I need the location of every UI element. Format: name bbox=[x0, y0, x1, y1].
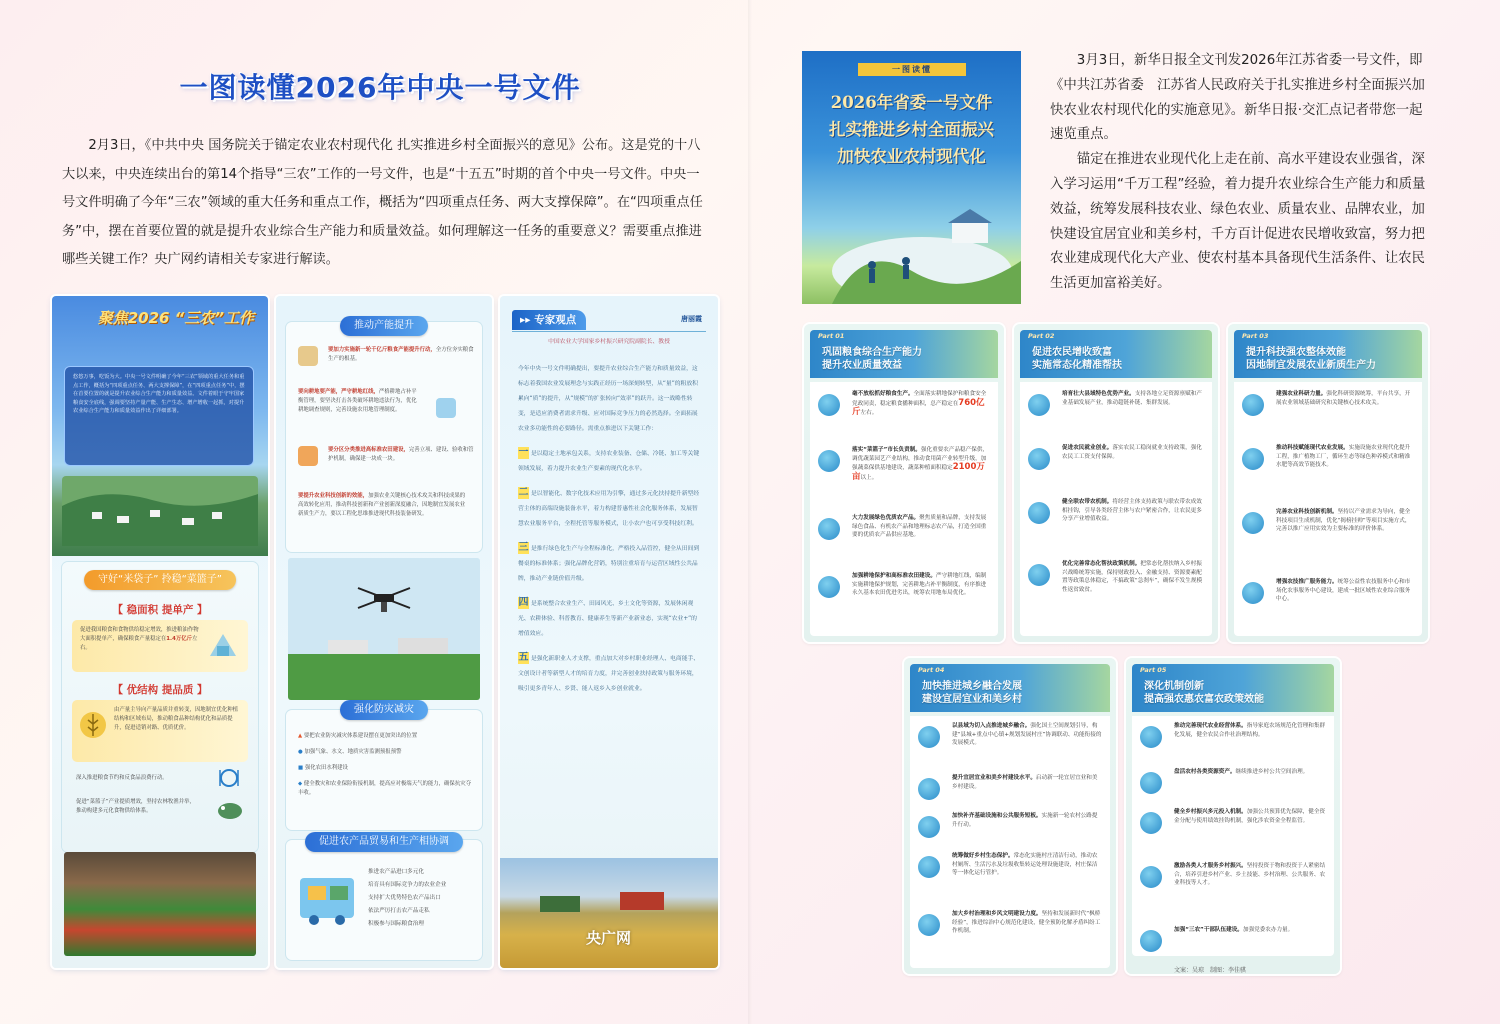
panel-food-security bbox=[52, 296, 268, 968]
provincial-poster bbox=[802, 51, 1021, 304]
harvest-field-photo bbox=[500, 858, 718, 968]
chip-trade: 促进农产品贸易和生产相协调 bbox=[305, 832, 463, 852]
trade-item-5: 积极参与国际粮食治理 bbox=[368, 921, 424, 927]
list-item: 盘活农村各类资源资产。继续推进乡村公共空间治理。 bbox=[1140, 768, 1326, 798]
card-header bbox=[810, 330, 998, 378]
part-card-1 bbox=[804, 324, 1004, 642]
card-part-label: Part 03 bbox=[1242, 332, 1269, 340]
list-item: 大力发展绿色优质农产品。聚焦质量和品牌，支持发展绿色食品、有机农产品和地理标志农产品，打造全国重要的优质农产品供应基地。 bbox=[818, 514, 990, 564]
cow-icon bbox=[216, 798, 244, 820]
expert-point-1: 一 是以稳定土地承包关系，支持农业装备、仓储、冷链、加工等关键领域发展，着力提升农业生产要素的现代化水平。 bbox=[518, 447, 700, 472]
expert-point-2: 二 是以智能化、数字化技术应用为引擎，通过多元化扶持提升新型经营主体的高端设施装备水平，着力构建普惠性社会化服务体系，发展智慧农业服务平台，全程托管等服务模式，让小农户也可享受科技红利。 bbox=[518, 487, 700, 527]
list-item: 建强农业科研力量。强化科研资源统筹，平台共享，开展农业领域基础研究和关键核心技术攻关。 bbox=[1242, 390, 1414, 436]
card-header bbox=[1234, 330, 1422, 378]
list-item: 加强耕地保护和高标准农田建设。严守耕地红线，编制实施耕地保护规划，完善耕地占补平衡制度，有序推进永久基本农田优进劣出，统筹农用地布局优化。 bbox=[818, 572, 990, 622]
page-fold bbox=[748, 0, 752, 1024]
structure-quality-box bbox=[72, 700, 248, 762]
service-center-icon bbox=[1242, 582, 1264, 604]
trade-item-4: 依法严厉打击农产品走私 bbox=[368, 908, 430, 914]
chip-disaster: 强化防灾减灾 bbox=[340, 700, 428, 720]
wheat-icon bbox=[78, 710, 108, 740]
industry-icon bbox=[1028, 394, 1050, 416]
capacity-item-1: 要加力实施新一轮千亿斤粮食产能提升行动，全方位夯实粮食生产的根基。 bbox=[328, 347, 474, 362]
card-part-label: Part 02 bbox=[1028, 332, 1055, 340]
card-header bbox=[910, 664, 1110, 712]
disaster-section bbox=[286, 704, 482, 830]
card-title: 深化机制创新 提高强农惠农富农政策效能 bbox=[1144, 681, 1264, 705]
capacity-section bbox=[286, 322, 482, 552]
expert-header bbox=[512, 310, 706, 332]
disaster-item-4: ◆ 健全教灾和农业保险衔接机制，提高应对极端天气的能力，确保抗灾夺丰收。 bbox=[298, 781, 471, 796]
greenhouse-icon bbox=[1242, 448, 1264, 470]
chart-icon bbox=[1028, 502, 1050, 524]
farmland-icon bbox=[298, 446, 318, 466]
lab-icon bbox=[1242, 394, 1264, 416]
trade-item-1: 推进农产品进口多元化 bbox=[368, 869, 424, 875]
area-yield-box bbox=[72, 620, 248, 672]
capacity-item-4: 要提升农业科技创新的效能，加强农业关键核心技术攻关和科技成果的高效转化应用，推动科技创新和产业创新深度融合，因地制宜发展农业新质生产力，要以工程化思维推进现代科技装备研发。 bbox=[298, 493, 466, 517]
basket-icon bbox=[818, 450, 840, 472]
list-item: 加强“三农”干部队伍建设。加强党委农办力量。 bbox=[1140, 926, 1326, 956]
grain-bag-icon bbox=[298, 346, 318, 366]
card-header bbox=[1020, 330, 1212, 378]
road-icon bbox=[918, 816, 940, 838]
trade-item-2: 培育具有国际竞争力的农业企业 bbox=[368, 882, 447, 888]
list-item: 完善农业科技创新机制。坚持以产业需求为导向，健全科技项目生成机制，优化“揭榜挂帅”等项目实施方式，完善以推广应用实效为主要标准的评价体系。 bbox=[1242, 508, 1414, 568]
right-intro-p2: 锚定在推进农业现代化上走在前、高水平建设农业强省，深入学习运用“千万工程”经验，着力提升农业综合生产能力和质量效益，统筹发展科技农业、绿色农业、质量农业、品牌农业，加快建设宜居宜业和美乡村，千方百计促进农民增收致富，努力把农业建成现代化大产业、使农村基本具备现代生活条件、让农民生活更加富裕美好。 bbox=[1050, 152, 1426, 292]
irrigation-icon: ■ bbox=[298, 765, 304, 771]
card-title: 加快推进城乡融合发展 建设宜居宜业和美乡村 bbox=[922, 681, 1022, 705]
list-item: 激励各类人才服务乡村振兴。坚持投资于物和投资于人紧密结合，培养引进乡村产业、乡土技能、乡村治理、公共服务、农业科技等人才。 bbox=[1140, 862, 1326, 912]
card-part-label: Part 04 bbox=[918, 666, 945, 674]
list-item: 促进农民就业创业。落实农民工稳岗就业支持政策，强化农民工工资支付保障。 bbox=[1028, 444, 1204, 484]
chip-capacity: 推动产能提升 bbox=[340, 316, 428, 336]
part-card-3 bbox=[1228, 324, 1428, 642]
grain-supply-section bbox=[62, 562, 258, 852]
dining-icon bbox=[218, 768, 240, 788]
section-heading-area-yield: 【 稳面积 提单产 】 bbox=[112, 604, 208, 616]
cooperative-icon bbox=[1140, 726, 1162, 748]
part-card-5 bbox=[1126, 658, 1340, 974]
drone-field-photo bbox=[288, 558, 480, 700]
structure-quality-text: 由产量主导向产量品质并重转变，因地制宜优化种植结构和区域布局，推动粮食品种结构优化和品质提升，促进适销对路、优质优价。 bbox=[114, 707, 238, 731]
right-intro bbox=[1050, 49, 1430, 297]
list-item: 统筹做好乡村生态保护。常态化实施村庄清洁行动，推动农村厕所、生活污水及垃圾收集转运处理设施建设，村庄保洁等一体化运行管护。 bbox=[918, 852, 1102, 902]
list-item: 优化完善常态化帮扶政策机制。把常态化帮扶纳入乡村振兴战略统筹实施，保持财政投入、金融支持、资源要素配置等政策总体稳定，不搞政策“急刹车”，确保不发生规模性返贫致贫。 bbox=[1028, 560, 1204, 630]
card-part-label: Part 05 bbox=[1140, 666, 1167, 674]
list-item: 毫不放松抓好粮食生产。全面落实耕地保护和粮食安全党政同责，稳定粮食播种面积，总产稳定在760亿斤左右。 bbox=[818, 390, 990, 444]
trade-logistics-icon bbox=[296, 864, 360, 928]
farmland-icon bbox=[818, 576, 840, 598]
intro-paragraph: 2月3日，《中共中央 国务院关于锚定农业农村现代化 扎实推进乡村全面振兴的意见》公布。这是党的十八大以来，中央连续出台的第14个指导“三农”工作的一号文件，也是“十五五”时期的首个中央一号文件。中央一号文件明确了今年“三农”领域的重大任务和重点工作，概括为“四项重点任务、两大支撑保障”。在“四项重点任务”中，摆在首要位置的就是提升农业综合生产能力和质量效益。如何理解这一任务的重要意义？需要重点推进哪些关键工作？央广网约请相关专家进行解读。 bbox=[62, 138, 703, 268]
poster-title-line-3: 加快农业农村现代化 bbox=[837, 147, 986, 166]
poster-title-line-2: 扎实推进乡村全面振兴 bbox=[829, 120, 994, 139]
expert-name: 唐丽霞 bbox=[681, 315, 702, 323]
list-item: 推动完善现代农业经营体系。指导家庭农场规范化管理和集群化发展，健全农民合作社治理结构。 bbox=[1140, 722, 1326, 762]
card-item-list bbox=[1132, 716, 1334, 956]
cadre-icon bbox=[1140, 930, 1162, 952]
harvester-illustration bbox=[500, 858, 718, 968]
warning-icon: ▲ bbox=[298, 733, 303, 739]
list-item: 提升宜居宜业和美乡村建设水平。启动新一轮宜居宜业和美乡村建设。 bbox=[918, 774, 1102, 804]
credit-line: 文案：吴琼 制图：李佳骐 bbox=[1174, 967, 1247, 974]
right-intro-p1: 3月3日，新华日报全文刊发2026年江苏省委一号文件，即《中共江苏省委 江苏省人民政府关于扎实推进乡村全面振兴加快农业农村现代化的实施意见》。新华日报·交汇点记者带您一起速览重点。 bbox=[1050, 53, 1425, 143]
disaster-item-3: ■ 强化农田水利建设 bbox=[298, 765, 348, 771]
worker-icon bbox=[1028, 448, 1050, 470]
card-item-list bbox=[910, 716, 1110, 968]
star-icon bbox=[1242, 512, 1264, 534]
governance-icon bbox=[918, 914, 940, 936]
card-item-list bbox=[810, 382, 998, 636]
summary-card bbox=[64, 366, 254, 466]
building-icon bbox=[436, 398, 456, 418]
list-item: 健全联农带农机制。将经营主体支持政策与联农带农成效相挂钩，引导各类经营主体与农户紧密合作，让农民更多分享产业增值收益。 bbox=[1028, 498, 1204, 554]
list-item: 落实“菜篮子”市长负责制。强化重要农产品稳产保供，调优蔬菜园艺产业结构，推动食用菌产业转型升级，加强蔬菜保供基地建设，蔬菜种植面积稳定2100万亩以上。 bbox=[818, 446, 990, 508]
expert-para-intro: 今年中央一号文件明确提出，要提升农业综合生产能力和质量效益，这标志着我国农业发展理念与实践正经历一场深刻转型，从“量”的粗放积累向“质”的提升，从“规模”的扩张转向“效率”的跃升。这一战略性转变，是适应消费者需求升级、应对国际竞争压力的必然选择。全面拓展农业多功能性的必要路径。需重点推进以下关键工作： bbox=[518, 366, 698, 432]
chip-rice-vegetable: 守好“米袋子” 拎稳“菜篮子” bbox=[84, 570, 236, 590]
card-part-label: Part 01 bbox=[818, 332, 845, 340]
area-yield-text: 促进我国粮食和食物供给稳定增效，推进粮油作物大面积提单产，确保粮食产量稳定在1.4万亿斤左右。 bbox=[80, 627, 199, 651]
granary-icon bbox=[208, 630, 238, 658]
list-item: 健全乡村振兴多元投入机制。加强公共预算优先保障，健全资金分配与使用绩效挂钩机制，强化涉农资金全程监管。 bbox=[1140, 808, 1326, 852]
card-title: 巩固粮食综合生产能力 提升农业质量效益 bbox=[822, 347, 922, 371]
capacity-item-2: 要向耕地要产能，严守耕地红线，严格耕地占补平衡管理，要坚决打击各类破坏耕地违法行为，优化耕地调查规则，完善设施农用地管理制度。 bbox=[298, 389, 417, 413]
vegetable-basket-text: 促进“菜篮子”产业提质增效，坚持农林牧渔并举，推动构建多元化食物供给体系。 bbox=[76, 799, 195, 814]
asset-icon bbox=[1140, 772, 1162, 794]
cnr-logo: 央广网 bbox=[586, 929, 632, 947]
card-title: 提升科技强农整体效能 因地制宜发展农业新质生产力 bbox=[1246, 347, 1376, 371]
card-title: 促进农民增收致富 实施常态化精准帮扶 bbox=[1032, 347, 1122, 371]
house-icon bbox=[918, 778, 940, 800]
disaster-item-1: ▲ 要把农业防灾减灾体系建设摆在更加突出的位置 bbox=[298, 733, 418, 739]
summary-text: 悠悠万事，吃饭为大。中央一号文件明确了今年“三农”领域的重大任务和重点工作，概括为“四项重点任务、两大支撑保障”，在“四项重点任务”中，摆在首要位置的就是提升农业综合生产能力和质量效益。文件着眼于守牢国家粮食安全底线，强调要坚持产量产能、生产生态、增产增收一起抓，对提升农业综合生产能力和质量效益作出了详细部署。 bbox=[73, 374, 245, 415]
village-landscape-image bbox=[62, 476, 258, 546]
expert-role: 中国农业大学国家乡村振兴研究院副院长、教授 bbox=[548, 339, 670, 345]
expert-tag: ▸▸ 专家观点 bbox=[512, 310, 586, 330]
investment-icon bbox=[1140, 812, 1162, 834]
list-item: 加快补齐基础设施和公共服务短板。实施新一轮农村公路提升行动。 bbox=[918, 812, 1102, 842]
poster-title-line-1: 2026年省委一号文件 bbox=[830, 93, 993, 112]
talent-icon bbox=[1140, 866, 1162, 888]
market-vegetables-photo bbox=[64, 852, 256, 956]
expert-point-5: 五 是强化新职业人才支撑，重点加大对乡村职业经理人、电商能手、文创设计者等新型人才的培育力度，并完善创业扶持政策与服务环境，吸引更多青年人、乡贤、能人返乡入乡创业就业。 bbox=[518, 652, 700, 692]
panel-expert bbox=[500, 296, 718, 968]
shield-icon: ◆ bbox=[298, 781, 303, 787]
grain-icon bbox=[818, 394, 840, 416]
list-item: 培育壮大县域特色优势产业。支持各地立足资源禀赋和产业基础发展产业，推动超链补链、集群发展。 bbox=[1028, 390, 1204, 440]
trade-list bbox=[368, 866, 478, 931]
card-item-list bbox=[1234, 382, 1422, 636]
water-drop-icon: ● bbox=[298, 749, 303, 755]
food-saving-text: 深入推进粮食节约和反食品浪费行动。 bbox=[76, 775, 168, 781]
list-item: 以县域为切入点推进城乡融合。强化国土空间规划引导，构建“县城+重点中心镇+规划发展村庄”协调联动、功能衔接的发展模式。 bbox=[918, 722, 1102, 768]
list-item: 加大乡村治理和乡风文明建设力度。坚持和发展新时代“枫桥经验”，推进综治中心规范化建设，健全预防化解矛盾纠纷工作机制。 bbox=[918, 910, 1102, 960]
list-item: 推动科技赋能现代农业发展。实施设施农业现代化提升工程，推广植物工厂，循环生态等绿色种养模式和精准水肥等高效节能技术。 bbox=[1242, 444, 1414, 500]
farmers-field-illustration bbox=[802, 201, 1021, 304]
card-item-list bbox=[1020, 382, 1212, 636]
page-title: 一图读懂2026年中央一号文件 bbox=[179, 71, 581, 104]
disaster-item-2: ● 加强气象、水文、地质灾害监测预报预警 bbox=[298, 749, 402, 755]
poster-tag: 一图读懂 bbox=[858, 63, 966, 76]
expert-point-4: 四 是系统整合农业生产、田园风光、乡土文化等资源，发展休闲观光、农耕体验、科普教育、健康养生等新产业新业态，实现“农业+”的增值效应。 bbox=[518, 597, 697, 637]
expert-point-3: 三 是推行绿色化生产与全程标准化，严格投入品管控，健全从田间到餐桌的标准体系；强化品牌化营销，特别注重培育与运营区域性公共品牌，推动产业链价值升级。 bbox=[518, 542, 700, 582]
capacity-item-3: 要分区分类推进高标准农田建设，完善立项、建设、验收和管护机制，确保建一块成一块。 bbox=[328, 447, 474, 462]
part-card-2 bbox=[1014, 324, 1218, 642]
support-icon bbox=[1028, 564, 1050, 586]
section-heading-structure-quality: 【 优结构 提品质 】 bbox=[112, 684, 208, 696]
trade-section bbox=[286, 836, 482, 960]
eco-icon bbox=[918, 856, 940, 878]
trade-item-3: 支持扩大优势特色农产品出口 bbox=[368, 895, 441, 901]
part-card-4 bbox=[904, 658, 1116, 974]
brand-logo: 聚焦2026 “三农”工作 bbox=[97, 309, 254, 327]
poster-title bbox=[802, 89, 1021, 170]
expert-body bbox=[518, 362, 702, 707]
list-item: 增强农技推广服务能力。统筹公益性农技服务中心和市场化农事服务中心建设，建成一批区域性农业综合服务中心。 bbox=[1242, 578, 1414, 628]
town-icon bbox=[918, 726, 940, 748]
leaf-icon bbox=[818, 518, 840, 540]
card-header bbox=[1132, 664, 1334, 712]
panel-capacity bbox=[276, 296, 492, 968]
